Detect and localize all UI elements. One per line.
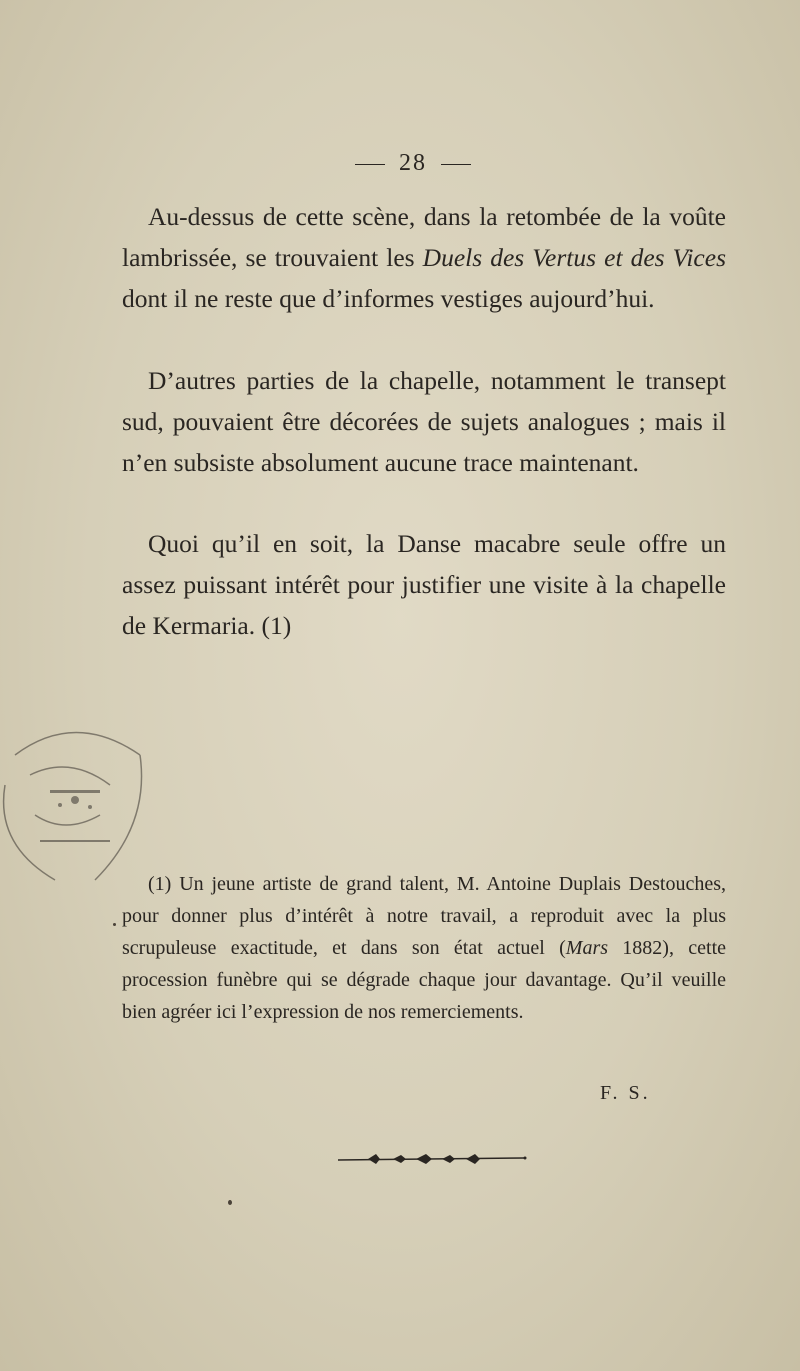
footnote-italic-month: Mars — [565, 937, 609, 959]
footnote — [122, 868, 726, 1028]
paragraph-1-text-after: dont il ne reste que d’informes vestiges aujourd’hui. — [122, 284, 655, 313]
paragraph-2-text: D’autres parties de la chapelle, notamment le transept sud, pouvaient être décorées de sujets analogues ; mais il n’en subsiste absolument aucune trace maintenant. — [122, 366, 726, 477]
page-number-dash-left — [355, 164, 385, 165]
paragraph-1-italic-title: Duels des Vertus et des Vices — [422, 243, 726, 272]
paragraph-3 — [122, 523, 726, 646]
page-number-dash-right — [441, 164, 471, 165]
footnote-text-after: 1882), cette procession funèbre qui se dégrade chaque jour davantage. Qu’il veuille bien agréer ici l’expression de nos remerciements. — [122, 937, 726, 1023]
paragraph-3-text: Quoi qu’il en soit, la Danse macabre seule offre un assez puissant intérêt pour justifier une visite à la chapelle de Kermaria. (1) — [122, 529, 726, 640]
ink-speck — [113, 923, 116, 926]
paragraph-2 — [122, 360, 726, 483]
ink-speck — [228, 1200, 232, 1205]
library-stamp-icon — [0, 715, 150, 890]
footnote-text-before: (1) Un jeune artiste de grand talent, M. Antoine Duplais Destouches, pour donner plus d’intérêt à notre travail, a reproduit avec la plus scrupuleuse exactitude, et dans son état actuel ( — [122, 873, 726, 959]
paragraph-1-text-before: Au-dessus de cette scène, dans la retombée de la voûte lambrissée, se trouvaient les — [122, 202, 726, 272]
ornament-divider-icon — [338, 1150, 528, 1166]
signature-initials: F. S. — [600, 1082, 651, 1104]
page-number-value: 28 — [399, 150, 427, 176]
paragraph-1 — [122, 196, 726, 319]
page-number — [0, 150, 800, 177]
